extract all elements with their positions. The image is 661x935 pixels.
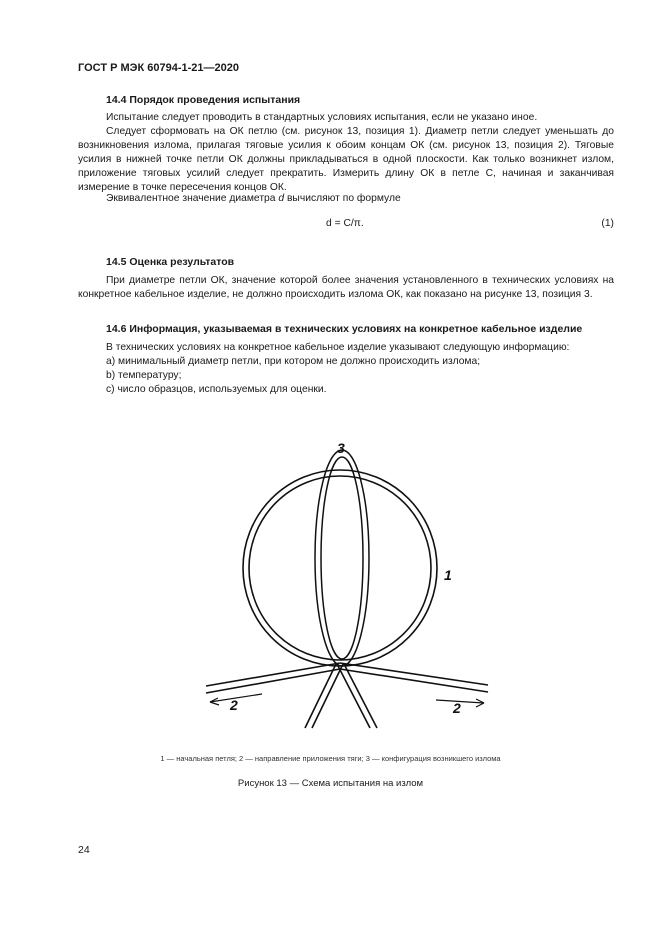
- formula: d = C/π.: [326, 218, 364, 229]
- paragraph-text: Эквивалентное значение диаметра: [106, 193, 279, 204]
- paragraph-text: Следует сформовать на ОК петлю (см. рисунок 13, позиция 1). Диаметр петли следует уменьшать до возникновения излома, прилагая тяговые усилия к обоим концам ОК (см. рисунок 13, позиция 2). Тяговые усилия в нижней точке петли ОК должны прикладываться в одной плоскости. Как только возникнет излом, приложение тяговых усилий следует прекратить. Измерить длину ОК в петле С, начиная и заканчивая измерение в точке пересечения концов ОК.: [78, 126, 614, 193]
- figure-legend: 1 — начальная петля; 2 — направление приложения тяги; 3 — конфигурация возникшего излома: [160, 754, 501, 763]
- label-1: 1: [444, 567, 452, 583]
- variable-d: d: [278, 193, 285, 204]
- section-14-4-title: 14.4 Порядок проведения испытания: [106, 94, 301, 106]
- document-header: ГОСТ Р МЭК 60794-1-21—2020: [78, 62, 239, 74]
- formula-number: (1): [601, 218, 614, 229]
- label-2-left: 2: [230, 697, 238, 713]
- list-item-b: b) температуру;: [106, 370, 182, 381]
- list-item-a: a) минимальный диаметр петли, при котором не должно происходить излома;: [106, 356, 481, 367]
- list-item-c: c) число образцов, используемых для оценки.: [106, 384, 327, 395]
- figure-caption: Рисунок 13 — Схема испытания на излом: [237, 778, 424, 789]
- label-2-right: 2: [453, 700, 461, 716]
- paragraph-text: При диаметре петли ОК, значение которой более значения установленного в технических условиях на конкретное кабельное изделие, не должно происходить излома ОК, как показано на рисунке 13, позиция 3.: [78, 275, 614, 300]
- section-14-5-title: 14.5 Оценка результатов: [106, 256, 235, 268]
- cable-ends: [206, 663, 488, 728]
- paragraph-text: Испытание следует проводить в стандартных условиях испытания, если не указано иное.: [106, 112, 538, 123]
- page-number: 24: [78, 844, 90, 856]
- label-3: 3: [337, 440, 345, 456]
- section-14-6-title: 14.6 Информация, указываемая в технических условиях на конкретное кабельное изделие: [106, 323, 583, 335]
- kink-configuration: [315, 450, 369, 666]
- section-14-6-intro: В технических условиях на конкретное кабельное изделие указывают следующую информацию:: [106, 342, 570, 353]
- initial-loop: [243, 470, 437, 666]
- paragraph-text: вычисляют по формуле: [284, 193, 401, 204]
